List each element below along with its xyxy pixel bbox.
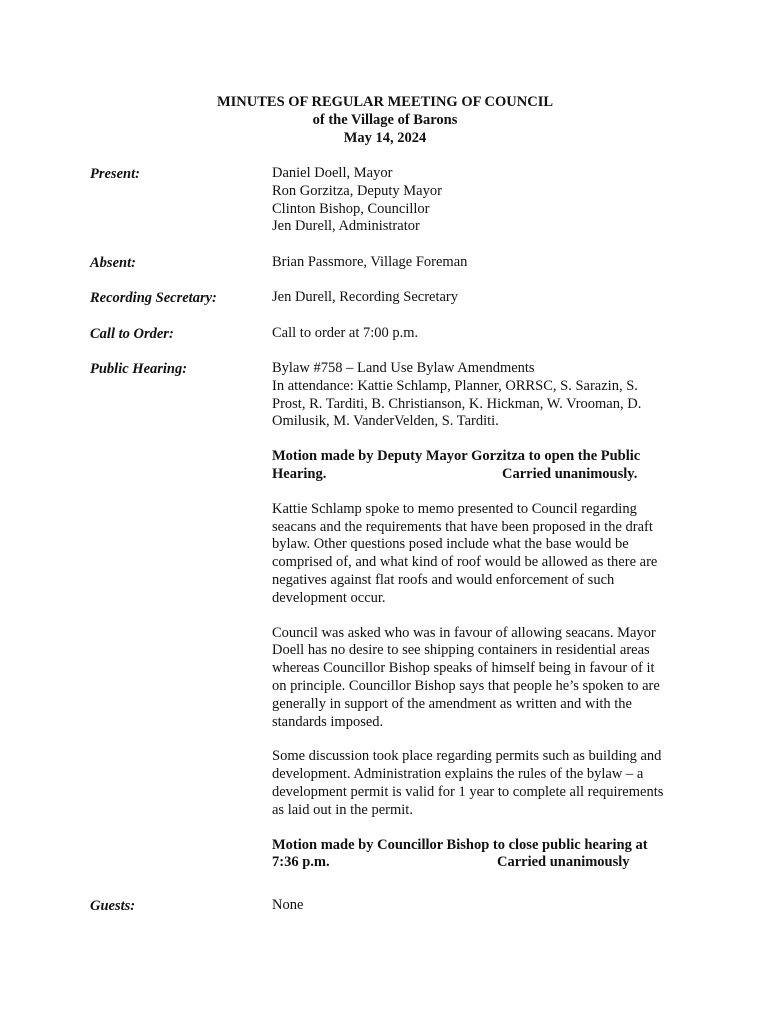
text-line: In attendance: Kattie Schlamp, Planner, ORRSC, S. Sarazin, S. xyxy=(272,377,638,394)
text-line: Kattie Schlamp spoke to memo presented to Council regarding xyxy=(272,500,637,517)
meeting-date: May 14, 2024 xyxy=(343,130,427,146)
recording-secretary-text: Jen Durell, Recording Secretary xyxy=(272,289,459,305)
public-hearing-intro xyxy=(272,360,682,431)
document-subtitle: of the Village of Barons xyxy=(312,112,458,128)
text-line: Prost, R. Tarditi, B. Christianson, K. Hickman, W. Vrooman, D. xyxy=(272,395,642,412)
present-member: Jen Durell, Administrator xyxy=(272,218,420,235)
text-line: Omilusik, M. VanderVelden, S. Tarditi. xyxy=(272,413,499,430)
absent-label: Absent: xyxy=(90,255,136,271)
motion-text: Motion made by Councillor Bishop to close public hearing at xyxy=(272,836,648,853)
public-hearing-label: Public Hearing: xyxy=(90,361,188,377)
call-to-order-text: Call to order at 7:00 p.m. xyxy=(272,325,419,341)
present-member: Clinton Bishop, Councillor xyxy=(272,200,430,217)
text-line: comprised of, and what kind of roof would be allowed as there are xyxy=(272,554,658,571)
text-line: seacans and the requirements that have been proposed in the draft xyxy=(272,518,653,535)
present-label: Present: xyxy=(90,166,140,182)
motion-line-2 xyxy=(272,854,682,872)
minutes-header xyxy=(0,93,770,147)
public-hearing-content xyxy=(272,360,682,889)
text-line: standards imposed. xyxy=(272,713,384,730)
motion-text: Hearing. xyxy=(272,465,327,482)
text-line: generally in support of the amendment as written and with the xyxy=(272,695,632,712)
present-member: Daniel Doell, Mayor xyxy=(272,165,393,181)
text-line: whereas Councillor Bishop speaks of himself being in favour of it xyxy=(272,660,655,677)
call-to-order-label: Call to Order: xyxy=(90,326,174,342)
carried-label: Carried unanimously xyxy=(497,854,630,871)
text-line: development. Administration explains the rules of the bylaw – a xyxy=(272,766,644,783)
present-list xyxy=(272,165,682,236)
text-line: as laid out in the permit. xyxy=(272,801,413,818)
present-member: Ron Gorzitza, Deputy Mayor xyxy=(272,182,442,199)
text-line: Doell has no desire to see shipping containers in residential areas xyxy=(272,642,650,659)
motion-text: Motion made by Deputy Mayor Gorzitza to open the Public xyxy=(272,448,641,465)
motion-open-hearing xyxy=(272,448,682,484)
discussion-paragraph xyxy=(272,501,682,608)
text-line: negatives against flat roofs and would enforcement of such xyxy=(272,571,615,588)
text-line: bylaw. Other questions posed include what the base would be xyxy=(272,536,629,553)
document-title: MINUTES OF REGULAR MEETING OF COUNCIL xyxy=(216,94,554,110)
text-line: Council was asked who was in favour of allowing seacans. Mayor xyxy=(272,624,656,641)
motion-line-2 xyxy=(272,466,682,484)
discussion-paragraph xyxy=(272,748,682,819)
text-line: Some discussion took place regarding permits such as building and xyxy=(272,748,662,765)
guests-label: Guests: xyxy=(90,898,136,914)
text-line: on principle. Councillor Bishop says that people he’s spoken to are xyxy=(272,677,660,694)
text-line: development permit is valid for 1 year to complete all requirements xyxy=(272,783,664,800)
discussion-paragraph xyxy=(272,625,682,732)
text-line: development occur. xyxy=(272,589,386,606)
text-line: Bylaw #758 – Land Use Bylaw Amendments xyxy=(272,360,535,376)
carried-label: Carried unanimously. xyxy=(502,465,638,482)
absent-text: Brian Passmore, Village Foreman xyxy=(272,254,468,270)
guests-text: None xyxy=(272,897,304,913)
motion-text: 7:36 p.m. xyxy=(272,854,330,871)
recording-secretary-label: Recording Secretary: xyxy=(90,290,217,306)
motion-close-hearing xyxy=(272,837,682,873)
